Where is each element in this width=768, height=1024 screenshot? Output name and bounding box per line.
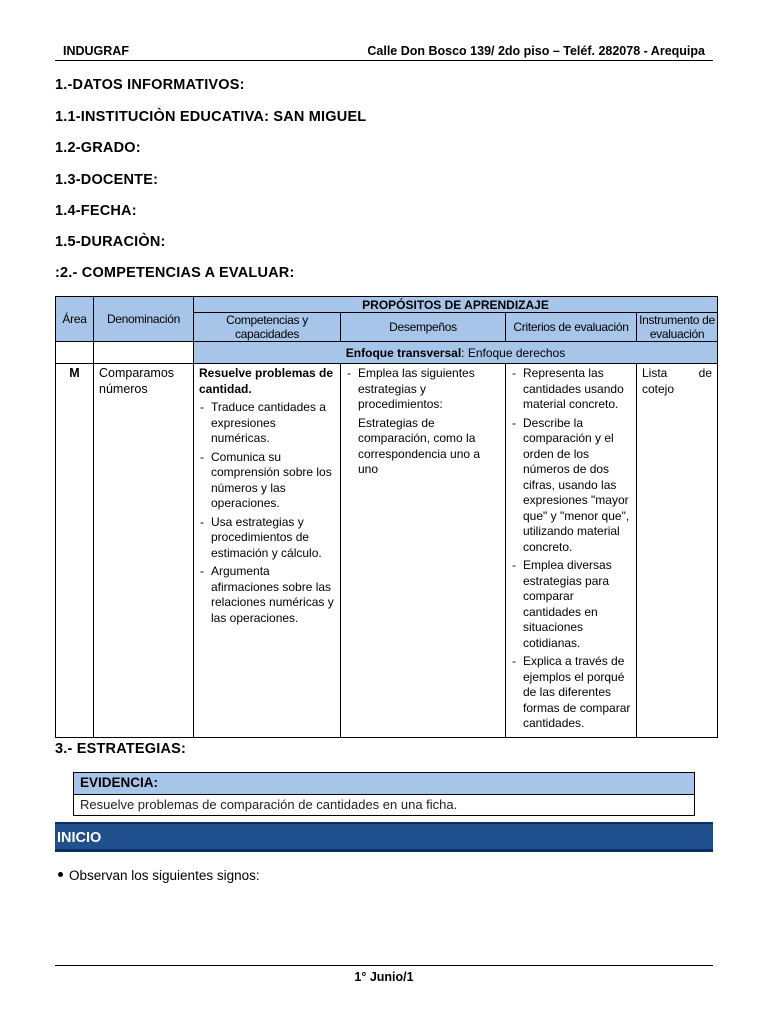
page-footer: 1° Junio/1 bbox=[354, 970, 414, 984]
row-desempenos bbox=[341, 364, 506, 738]
heading-competencias: :2.- COMPETENCIAS A EVALUAR: bbox=[55, 265, 295, 281]
header-desempenos: Desempeños bbox=[341, 313, 506, 342]
row-instrumento bbox=[637, 364, 718, 738]
desempeno-text: Estrategias de comparación, como la correspondencia uno a uno bbox=[358, 415, 481, 476]
list-item: - Describe la comparación y el orden de los números de dos cifras, usando las expresiones "mayor que" y "menor que", utilizando material concreto. bbox=[511, 416, 631, 556]
inicio-section-bar bbox=[55, 822, 713, 852]
list-item: - Explica a través de ejemplos el porqué de las diferentes formas de comparar cantidades. bbox=[511, 654, 631, 732]
list-item: - Comunica su comprensión sobre los números y las operaciones. bbox=[199, 450, 335, 512]
company-address: Calle Don Bosco 139/ 2do piso – Teléf. 282078 - Arequipa bbox=[367, 44, 705, 58]
instrumento-word: Lista bbox=[642, 366, 668, 380]
header-propositos: PROPÓSITOS DE APRENDIZAJE bbox=[194, 297, 718, 313]
company-name: INDUGRAF bbox=[63, 44, 129, 58]
criterios-list bbox=[511, 366, 631, 732]
enfoque-transversal bbox=[194, 342, 718, 364]
bullet-item bbox=[58, 868, 260, 883]
heading-docente: 1.3-DOCENTE: bbox=[55, 172, 159, 188]
header-area: Área bbox=[56, 297, 94, 342]
header-instrumento: Instrumento de evaluación bbox=[637, 313, 718, 342]
bullet-text: Observan los siguientes signos: bbox=[69, 868, 260, 883]
row-denominacion: Comparamos números bbox=[94, 364, 194, 738]
instrumento-word: de bbox=[698, 366, 713, 380]
competencia-title: Resuelve problemas de cantidad. bbox=[199, 366, 334, 396]
heading-fecha: 1.4-FECHA: bbox=[55, 203, 137, 219]
heading-institucion: 1.1-INSTITUCIÒN EDUCATIVA: SAN MIGUEL bbox=[55, 109, 367, 125]
heading-grado: 1.2-GRADO: bbox=[55, 140, 141, 156]
heading-duracion: 1.5-DURACIÒN: bbox=[55, 234, 166, 250]
row-area: M bbox=[56, 364, 94, 738]
capacidades-list bbox=[199, 400, 335, 626]
instrumento-word: cotejo bbox=[642, 381, 675, 396]
list-item: - Emplea las siguientes estrategias y procedimientos: bbox=[346, 366, 500, 413]
header-competencias: Competencias y capacidades bbox=[194, 313, 341, 342]
heading-datos: 1.-DATOS INFORMATIVOS: bbox=[55, 77, 245, 93]
row-criterios bbox=[506, 364, 637, 738]
heading-estrategias: 3.- ESTRATEGIAS: bbox=[55, 741, 187, 757]
competencias-table bbox=[55, 296, 718, 738]
list-item: - Traduce cantidades a expresiones numéricas. bbox=[199, 400, 335, 447]
page-header bbox=[55, 43, 713, 61]
header-criterios: Criterios de evaluación bbox=[506, 313, 637, 342]
list-item: - Emplea diversas estrategias para comparar cantidades en situaciones cotidianas. bbox=[511, 558, 631, 651]
enfoque-value: : Enfoque derechos bbox=[461, 345, 566, 360]
inicio-title: INICIO bbox=[57, 830, 102, 846]
footer-divider bbox=[55, 965, 713, 966]
evidencia-text: Resuelve problemas de comparación de cantidades en una ficha. bbox=[80, 797, 458, 812]
list-item: - Representa las cantidades usando material concreto. bbox=[511, 366, 631, 413]
evidencia-box bbox=[73, 772, 695, 816]
bullet-icon bbox=[58, 872, 63, 877]
enfoque-label: Enfoque transversal bbox=[345, 345, 462, 360]
header-denominacion: Denominación bbox=[94, 297, 194, 342]
list-item: - Argumenta afirmaciones sobre las relaciones numéricas y las operaciones. bbox=[199, 564, 335, 626]
row-competencias bbox=[194, 364, 341, 738]
list-item: - Usa estrategias y procedimientos de estimación y cálculo. bbox=[199, 515, 335, 562]
evidencia-title: EVIDENCIA: bbox=[74, 773, 694, 795]
